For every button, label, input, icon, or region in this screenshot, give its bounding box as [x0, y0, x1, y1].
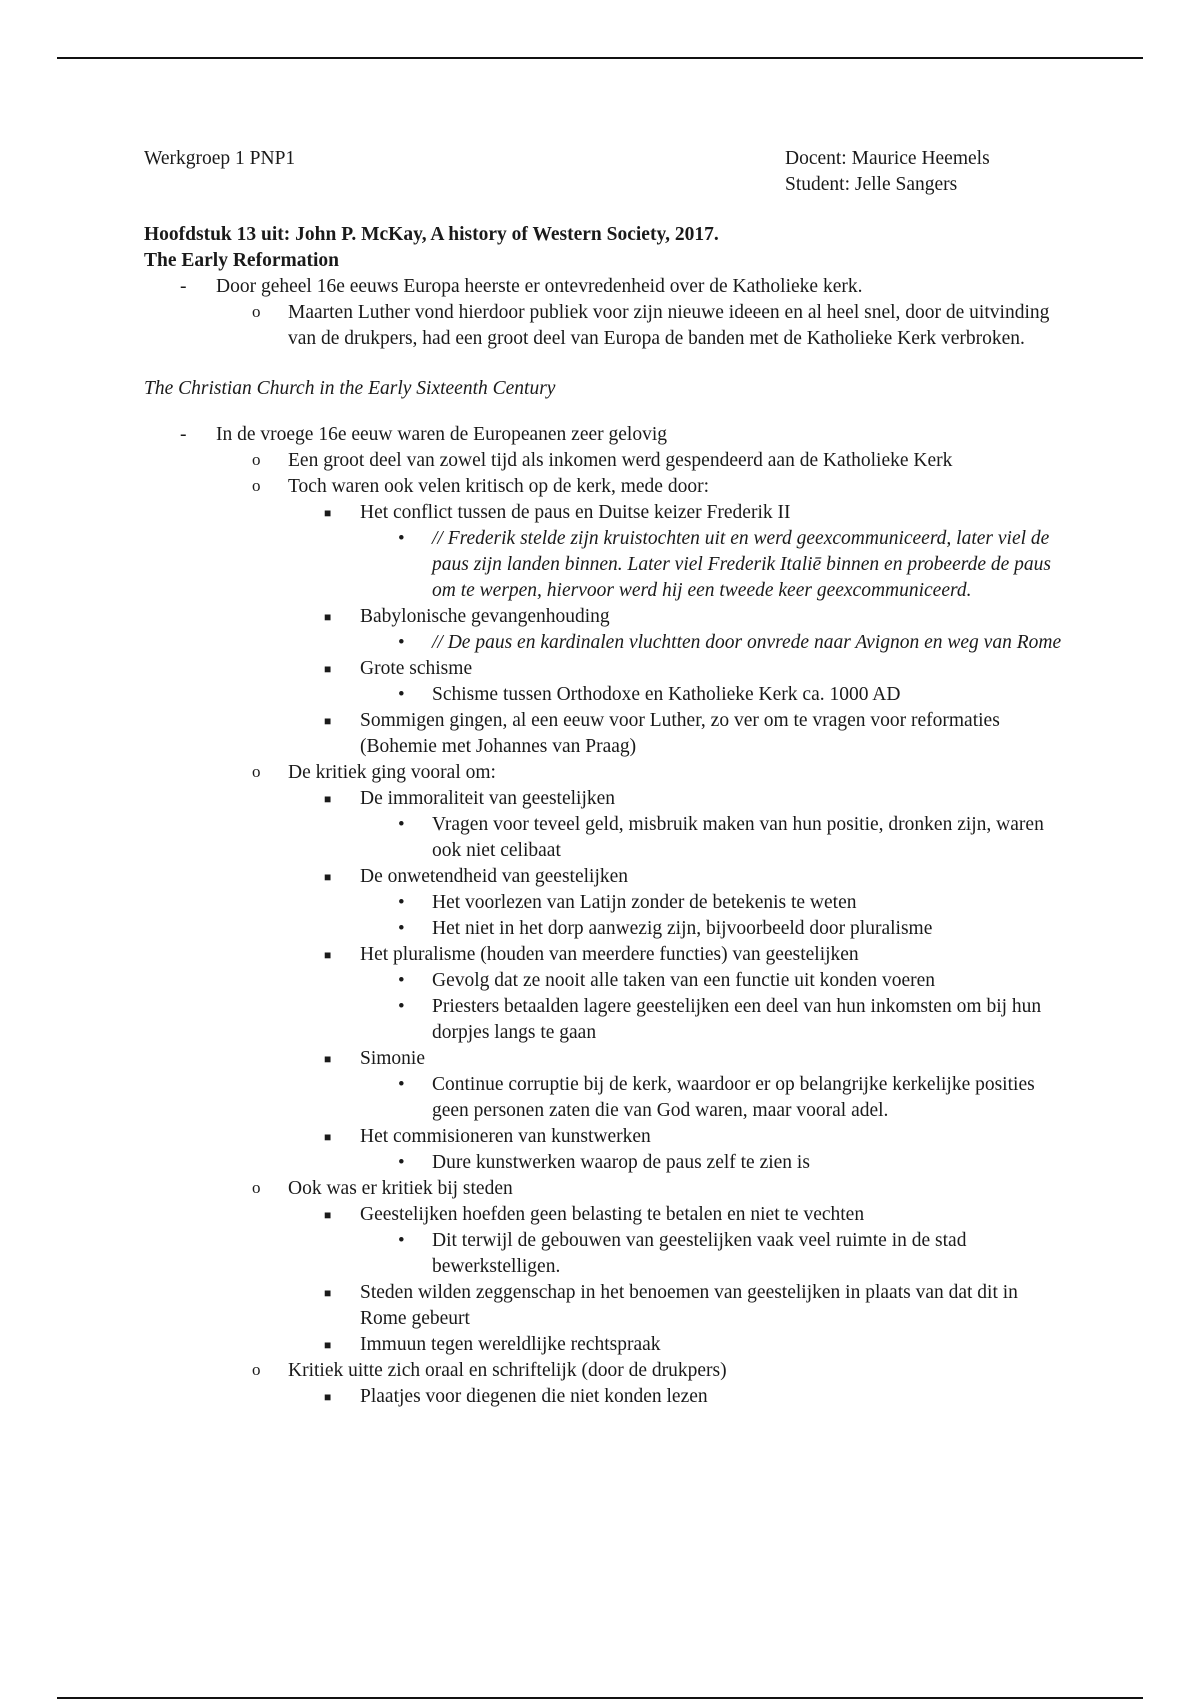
list-item	[360, 812, 1064, 864]
circle-marker: o	[252, 302, 261, 321]
list-item	[216, 474, 1064, 760]
list-item	[360, 1072, 1064, 1124]
list-item-text: Babylonische gevangenhouding	[360, 606, 610, 627]
square-marker: ■	[324, 1052, 332, 1066]
bullet-marker: •	[398, 1074, 405, 1095]
intro-list	[144, 274, 1064, 352]
bullet-marker: •	[398, 996, 405, 1017]
student-label: Student: Jelle Sangers	[785, 174, 958, 195]
list-item-text: Ook was er kritiek bij steden	[288, 1178, 513, 1199]
list-item	[288, 786, 1064, 864]
list-item-text: Het conflict tussen de paus en Duitse keizer Frederik II	[360, 502, 791, 523]
list-item-text: Gevolg dat ze nooit alle taken van een functie uit konden voeren	[432, 970, 936, 991]
list-item	[360, 994, 1064, 1046]
list-item-text: // Frederik stelde zijn kruistochten uit en werd geexcommuniceerd, later viel de paus zijn landen binnen. Later viel Frederik Italiē binnen en probeerde de paus om te werpen, hiervoor werd hij een tweede keer geexcommuniceerd.	[432, 528, 1052, 601]
document-header	[144, 140, 1064, 198]
author-info	[785, 146, 990, 198]
list-item-text: De onwetendheid van geestelijken	[360, 866, 629, 887]
list-item	[288, 604, 1064, 656]
list-item	[216, 300, 1064, 352]
list-item	[360, 916, 1064, 942]
list-item-text: Toch waren ook velen kritisch op de kerk, mede door:	[288, 476, 710, 497]
circle-marker: o	[252, 1360, 261, 1379]
list-item-text: Simonie	[360, 1048, 426, 1069]
list-item	[216, 1176, 1064, 1358]
section-heading: The Christian Church in the Early Sixteenth Century	[144, 378, 556, 399]
bullet-marker: •	[398, 892, 405, 913]
sub-list	[360, 968, 1064, 1046]
section-list	[144, 422, 1064, 1410]
bullet-marker: •	[398, 970, 405, 991]
list-item	[360, 682, 1064, 708]
sub-list	[216, 448, 1064, 1410]
list-item-text: Een groot deel van zowel tijd als inkomen werd gespendeerd aan de Katholieke Kerk	[288, 450, 953, 471]
list-item-text: Vragen voor teveel geld, misbruik maken van hun positie, dronken zijn, waren ook niet celibaat	[432, 814, 1044, 861]
sub-list	[360, 1228, 1064, 1280]
list-item	[288, 1384, 1064, 1410]
list-item	[360, 968, 1064, 994]
bullet-marker: •	[398, 528, 405, 549]
square-marker: ■	[324, 1338, 332, 1352]
document-body	[144, 140, 1064, 1410]
subject-title: The Early Reformation	[144, 250, 339, 271]
list-item-text: Plaatjes voor diegenen die niet konden lezen	[360, 1386, 708, 1407]
sub-list	[288, 786, 1064, 1176]
list-item	[288, 708, 1064, 760]
list-item	[288, 864, 1064, 942]
square-marker: ■	[324, 1130, 332, 1144]
list-item-text: Sommigen gingen, al een eeuw voor Luther, zo ver om te vragen voor reformaties (Bohemie met Johannes van Praag)	[360, 710, 1000, 757]
square-marker: ■	[324, 870, 332, 884]
list-item	[288, 942, 1064, 1046]
list-item-text: Dure kunstwerken waarop de paus zelf te zien is	[432, 1152, 810, 1173]
sub-list	[360, 682, 1064, 708]
chapter-title: Hoofdstuk 13 uit: John P. McKay, A history of Western Society, 2017.	[144, 224, 719, 245]
list-item	[216, 760, 1064, 1176]
sub-list	[288, 500, 1064, 760]
list-item-text: // De paus en kardinalen vluchtten door onvrede naar Avignon en weg van Rome	[432, 632, 1062, 653]
square-marker: ■	[324, 948, 332, 962]
list-item	[288, 656, 1064, 708]
bullet-marker: •	[398, 1152, 405, 1173]
list-item-text: Het pluralisme (houden van meerdere functies) van geestelijken	[360, 944, 859, 965]
list-item	[144, 422, 1064, 1410]
list-item-text: Door geheel 16e eeuws Europa heerste er ontevredenheid over de Katholieke kerk.	[216, 276, 863, 297]
list-item-text: Geestelijken hoefden geen belasting te betalen en niet te vechten	[360, 1204, 865, 1225]
bullet-marker: •	[398, 684, 405, 705]
square-marker: ■	[324, 1208, 332, 1222]
docent-label: Docent: Maurice Heemels	[785, 148, 990, 169]
list-item-text: De immoraliteit van geestelijken	[360, 788, 616, 809]
square-marker: ■	[324, 714, 332, 728]
list-item	[216, 1358, 1064, 1410]
list-item	[360, 890, 1064, 916]
list-item	[216, 448, 1064, 474]
list-item-text: De kritiek ging vooral om:	[288, 762, 496, 783]
list-item	[360, 526, 1064, 604]
list-item	[360, 1228, 1064, 1280]
list-item	[360, 1150, 1064, 1176]
square-marker: ■	[324, 662, 332, 676]
list-item-text: Schisme tussen Orthodoxe en Katholieke Kerk ca. 1000 AD	[432, 684, 901, 705]
dash-marker: -	[180, 276, 187, 297]
top-rule	[57, 57, 1143, 59]
square-marker: ■	[324, 1390, 332, 1404]
list-item-text: Grote schisme	[360, 658, 473, 679]
list-item	[288, 1202, 1064, 1280]
sub-list	[360, 526, 1064, 604]
list-item	[288, 1332, 1064, 1358]
circle-marker: o	[252, 762, 261, 781]
list-item-text: Het niet in het dorp aanwezig zijn, bijvoorbeeld door pluralisme	[432, 918, 933, 939]
list-item-text: Maarten Luther vond hierdoor publiek voor zijn nieuwe ideeen en al heel snel, door de uitvinding van de drukpers, had een groot deel van Europa de banden met de Katholieke Kerk verbroken.	[288, 302, 1050, 349]
list-item-text: In de vroege 16e eeuw waren de Europeanen zeer gelovig	[216, 424, 667, 445]
list-item	[144, 274, 1064, 352]
square-marker: ■	[324, 610, 332, 624]
document-title	[144, 222, 1064, 274]
sub-list	[360, 1150, 1064, 1176]
list-item-text: Continue corruptie bij de kerk, waardoor er op belangrijke kerkelijke posities geen personen zaten die van God waren, maar vooral adel.	[432, 1074, 1035, 1121]
list-item-text: Immuun tegen wereldlijke rechtspraak	[360, 1334, 661, 1355]
list-item	[360, 630, 1064, 656]
circle-marker: o	[252, 450, 261, 469]
list-item	[288, 1046, 1064, 1124]
list-item-text: Steden wilden zeggenschap in het benoemen van geestelijken in plaats van dat dit in Rome gebeurt	[360, 1282, 1018, 1329]
sub-list	[360, 1072, 1064, 1124]
square-marker: ■	[324, 506, 332, 520]
list-item-text: Dit terwijl de gebouwen van geestelijken vaak veel ruimte in de stad bewerkstelligen.	[432, 1230, 967, 1277]
workgroup-label: Werkgroep 1 PNP1	[144, 148, 296, 169]
dash-marker: -	[180, 424, 187, 445]
circle-marker: o	[252, 476, 261, 495]
list-item-text: Het commisioneren van kunstwerken	[360, 1126, 651, 1147]
circle-marker: o	[252, 1178, 261, 1197]
sub-list	[360, 630, 1064, 656]
sub-list	[288, 1202, 1064, 1358]
list-item	[288, 500, 1064, 604]
sub-list	[288, 1384, 1064, 1410]
square-marker: ■	[324, 792, 332, 806]
list-item	[288, 1280, 1064, 1332]
bullet-marker: •	[398, 918, 405, 939]
bullet-marker: •	[398, 814, 405, 835]
bottom-rule	[57, 1697, 1143, 1699]
bullet-marker: •	[398, 1230, 405, 1251]
list-item-text: Kritiek uitte zich oraal en schriftelijk (door de drukpers)	[288, 1360, 727, 1381]
list-item-text: Priesters betaalden lagere geestelijken een deel van hun inkomsten om bij hun dorpjes langs te gaan	[432, 996, 1042, 1043]
list-item	[288, 1124, 1064, 1176]
sub-list	[360, 890, 1064, 942]
square-marker: ■	[324, 1286, 332, 1300]
bullet-marker: •	[398, 632, 405, 653]
list-item-text: Het voorlezen van Latijn zonder de betekenis te weten	[432, 892, 857, 913]
sub-list	[360, 812, 1064, 864]
sub-list	[216, 300, 1064, 352]
